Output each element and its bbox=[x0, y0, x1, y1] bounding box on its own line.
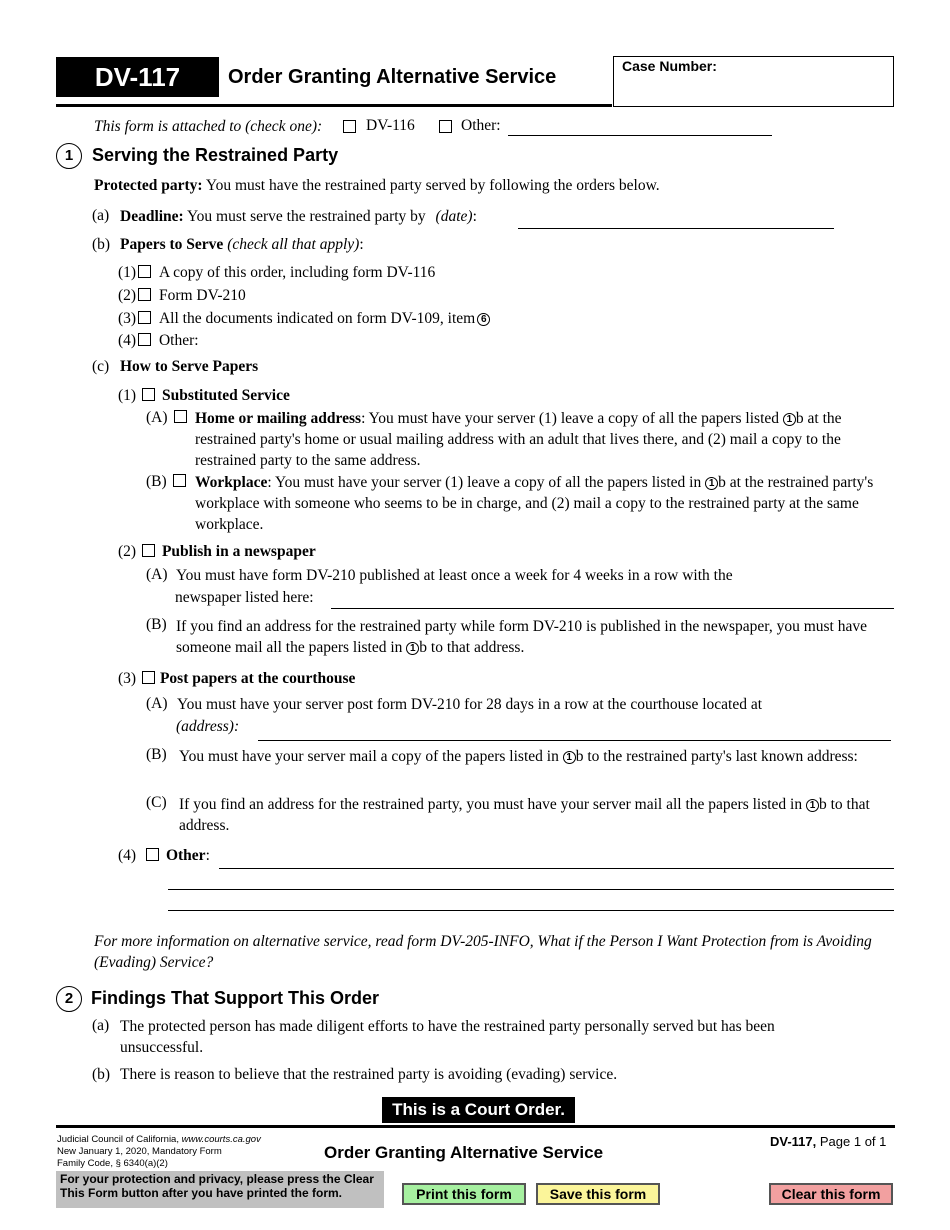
s2-item-b-text: There is reason to believe that the restrained party is avoiding (evading) service. bbox=[120, 1066, 618, 1083]
item-c-marker: (c) bbox=[92, 358, 110, 375]
dv116-label: DV-116 bbox=[366, 117, 415, 134]
c3-B-text2: b to the restrained party's last known address: bbox=[575, 748, 858, 765]
c2-B-text1: If you find an address for the restrained party while form DV-210 is published in the newspaper, you must have someone mail all the papers listed in bbox=[176, 618, 867, 656]
c3-bold: Post papers at the courthouse bbox=[159, 670, 356, 687]
c3-B-text bbox=[179, 746, 894, 767]
ref-circle: 1 bbox=[563, 751, 576, 764]
footer-revised: New January 1, 2020, Mandatory Form bbox=[57, 1146, 222, 1157]
council-text: Judicial Council of California, bbox=[57, 1134, 182, 1145]
c3-A-line2: (address): bbox=[176, 718, 240, 735]
attached-label: This form is attached to (check one): bbox=[94, 118, 323, 135]
papers-italic: (check all that apply) bbox=[227, 236, 360, 253]
footer-council bbox=[57, 1134, 261, 1145]
c1-heading bbox=[118, 387, 290, 405]
c2-B-marker: (B) bbox=[146, 616, 167, 633]
c2-heading bbox=[118, 543, 316, 561]
b-item-text: Other: bbox=[158, 332, 199, 349]
section-1-number: 1 bbox=[56, 143, 82, 169]
other-label: Other: bbox=[461, 117, 501, 134]
b-item-num: (1) bbox=[118, 264, 137, 281]
c1-B-checkbox[interactable] bbox=[173, 474, 186, 487]
c3-C-text2: b to that address. bbox=[179, 796, 870, 834]
c3-A-line1: You must have your server post form DV-210 for 28 days in a row at the courthouse located at bbox=[177, 696, 763, 713]
item-ref-circle: 6 bbox=[477, 313, 490, 326]
item-b-heading bbox=[120, 236, 364, 254]
c3-B-text1: You must have your server mail a copy of the papers listed in bbox=[179, 748, 563, 765]
section-2-title: Findings That Support This Order bbox=[91, 988, 379, 1008]
page-title: Order Granting Alternative Service bbox=[228, 66, 557, 88]
c1-bold: Substituted Service bbox=[161, 387, 290, 404]
b-item-num: (3) bbox=[118, 310, 137, 327]
deadline-bold: Deadline: bbox=[120, 208, 184, 225]
c3-A-marker: (A) bbox=[146, 695, 168, 712]
c3-B-marker: (B) bbox=[146, 746, 167, 763]
c3-C-marker: (C) bbox=[146, 794, 167, 811]
c1-num: (1) bbox=[118, 387, 137, 404]
b-item-2-checkbox[interactable] bbox=[138, 288, 151, 301]
b-item-text: A copy of this order, including form DV-116 bbox=[158, 264, 436, 281]
item-b-marker: (b) bbox=[92, 236, 111, 253]
b-item-4-checkbox[interactable] bbox=[138, 333, 151, 346]
c2-A-line1: You must have form DV-210 published at least once a week for 4 weeks in a row with the bbox=[176, 567, 733, 584]
ref-circle: 1 bbox=[406, 642, 419, 655]
clear-button[interactable]: Clear this form bbox=[769, 1183, 893, 1205]
b-item-text: Form DV-210 bbox=[158, 287, 246, 304]
c3-C-text1: If you find an address for the restrained party, you must have your server mail all the papers listed in bbox=[179, 796, 806, 813]
b-item-3-checkbox[interactable] bbox=[138, 311, 151, 324]
c2-num: (2) bbox=[118, 543, 137, 560]
c2-checkbox[interactable] bbox=[142, 544, 155, 557]
protected-party-intro bbox=[94, 177, 660, 195]
c1-B-bold: Workplace bbox=[195, 474, 268, 491]
b-item-text: All the documents indicated on form DV-109, item bbox=[158, 310, 476, 327]
intro-text: You must have the restrained party served by following the orders below. bbox=[205, 177, 660, 194]
c1-A-num: (A) bbox=[146, 409, 168, 426]
section-1-title: Serving the Restrained Party bbox=[92, 145, 339, 165]
c3-num: (3) bbox=[118, 670, 137, 687]
c1-checkbox[interactable] bbox=[142, 388, 155, 401]
s2-item-b-marker: (b) bbox=[92, 1066, 111, 1083]
b-item-2 bbox=[118, 287, 246, 305]
footer-rule bbox=[56, 1125, 895, 1128]
c2-B-text2: b to that address. bbox=[419, 639, 525, 656]
b-item-num: (4) bbox=[118, 332, 137, 349]
deadline-text: You must serve the restrained party by bbox=[187, 208, 426, 225]
other-line-1[interactable] bbox=[219, 868, 894, 869]
c4-heading bbox=[118, 847, 210, 865]
c1-A-checkbox[interactable] bbox=[174, 410, 187, 423]
papers-bold: Papers to Serve bbox=[120, 236, 224, 253]
b-item-num: (2) bbox=[118, 287, 137, 304]
footer-title: Order Granting Alternative Service bbox=[324, 1143, 604, 1162]
c2-A-line2: newspaper listed here: bbox=[175, 589, 314, 606]
papers-colon: : bbox=[359, 236, 364, 253]
c1-A-text bbox=[195, 408, 895, 471]
other-line-3[interactable] bbox=[168, 910, 894, 911]
c1-B-marker bbox=[146, 473, 186, 491]
ref-circle: 1 bbox=[705, 477, 718, 490]
b-item-4 bbox=[118, 332, 199, 350]
c1-B-text2: b at the restrained party's workplace with someone who seems to be in charge, and (2) mail a copy to the restrained party at the same workplace. bbox=[195, 474, 874, 533]
court-order-banner: This is a Court Order. bbox=[382, 1097, 575, 1123]
newspaper-input-line[interactable] bbox=[331, 608, 894, 609]
c1-A-text2: b at the restrained party's home or usual mailing address with an adult that lives there, and (2) mail a copy to the restrained party to the same address. bbox=[195, 410, 842, 469]
council-website: www.courts.ca.gov bbox=[181, 1134, 261, 1145]
footer-page-label: Page 1 of 1 bbox=[819, 1134, 887, 1149]
date-colon: : bbox=[472, 208, 477, 225]
save-button[interactable]: Save this form bbox=[536, 1183, 660, 1205]
ref-circle: 1 bbox=[783, 413, 796, 426]
other-line-2[interactable] bbox=[168, 889, 894, 890]
c3-heading bbox=[118, 670, 355, 688]
case-number-label: Case Number: bbox=[622, 58, 717, 74]
c4-checkbox[interactable] bbox=[146, 848, 159, 861]
c2-B-text bbox=[176, 616, 881, 658]
b-item-1-checkbox[interactable] bbox=[138, 265, 151, 278]
date-label: (date) bbox=[435, 208, 473, 225]
c3-checkbox[interactable] bbox=[142, 671, 155, 684]
more-info-note: For more information on alternative service, read form DV-205-INFO, What if the Person I Want Protection from is Avoiding (Evading) Service? bbox=[94, 933, 872, 971]
item-c-heading: How to Serve Papers bbox=[120, 358, 259, 375]
section-2-number: 2 bbox=[56, 986, 82, 1012]
c1-A-text1: : You must have your server (1) leave a copy of all the papers listed bbox=[361, 410, 783, 427]
item-a-marker: (a) bbox=[92, 207, 110, 224]
item-a-text bbox=[120, 208, 477, 226]
footer-code: Family Code, § 6340(a)(2) bbox=[57, 1158, 168, 1169]
c1-B-text1: : You must have your server (1) leave a copy of all the papers listed in bbox=[267, 474, 706, 491]
footer-form-id: DV-117, bbox=[770, 1134, 817, 1149]
deadline-date-line[interactable] bbox=[518, 228, 834, 229]
privacy-note: For your protection and privacy, please press the Clear This Form button after you have printed the form. bbox=[56, 1171, 384, 1208]
header-underline bbox=[56, 104, 612, 107]
c4-bold: Other bbox=[165, 847, 206, 864]
intro-bold: Protected party: bbox=[94, 177, 203, 194]
footer-page bbox=[770, 1134, 886, 1149]
c1-B-num: (B) bbox=[146, 473, 167, 490]
c1-A-bold: Home or mailing address bbox=[195, 410, 362, 427]
c1-B-text bbox=[195, 472, 885, 535]
b-item-3 bbox=[118, 310, 490, 328]
other-input-line[interactable] bbox=[508, 135, 772, 136]
case-number-box[interactable] bbox=[613, 56, 894, 107]
s2-item-a-marker: (a) bbox=[92, 1017, 110, 1034]
dv116-checkbox[interactable] bbox=[343, 120, 356, 133]
ref-circle: 1 bbox=[806, 799, 819, 812]
b-item-1 bbox=[118, 264, 435, 282]
c3-C-text bbox=[179, 794, 879, 836]
c2-A-marker: (A) bbox=[146, 566, 168, 583]
form-id-badge: DV-117 bbox=[56, 57, 219, 97]
s2-item-a-text: The protected person has made diligent efforts to have the restrained party personally served but has been unsuccessful. bbox=[120, 1018, 775, 1056]
courthouse-address-line[interactable] bbox=[258, 740, 891, 741]
c1-A-marker bbox=[146, 409, 187, 427]
c4-colon: : bbox=[205, 847, 210, 864]
print-button[interactable]: Print this form bbox=[402, 1183, 526, 1205]
c2-bold: Publish in a newspaper bbox=[161, 543, 316, 560]
c4-num: (4) bbox=[118, 847, 137, 864]
other-checkbox[interactable] bbox=[439, 120, 452, 133]
